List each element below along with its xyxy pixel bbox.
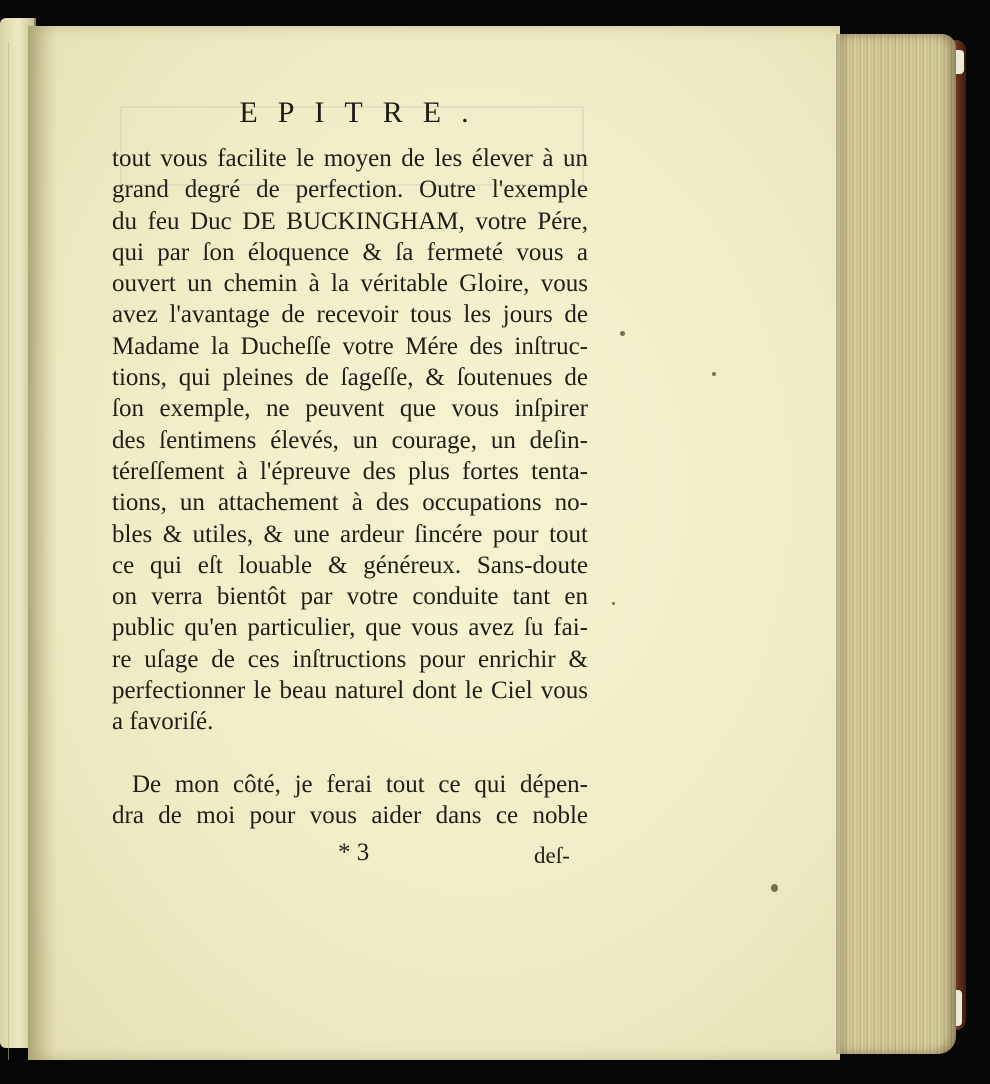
text-line: re uſage de ces inſtructions pour enrichir & <box>112 645 588 673</box>
text-line: public qu'en particulier, que vous avez ſu fai- <box>112 614 588 642</box>
text-line: du feu Duc DE BUCKINGHAM, votre Pére, <box>112 207 588 235</box>
text-line: qui par ſon éloquence & ſa fermeté vous a <box>112 238 588 266</box>
fore-edge-shadow <box>836 34 850 1054</box>
text-line: a favoriſé. <box>112 708 214 736</box>
gutter-shadow <box>28 26 58 1060</box>
body-text <box>112 143 588 831</box>
text-line: De mon côté, je ferai tout ce qui dépen- <box>132 770 588 798</box>
text-line: bles & utiles, & une ardeur ſincére pour tout <box>112 520 588 548</box>
foxing-spot <box>771 884 778 892</box>
catchword: deſ- <box>534 843 570 868</box>
page-block-fore-edge <box>836 34 956 1054</box>
paragraph-gap <box>112 738 588 769</box>
signature-mark: * 3 <box>338 839 370 866</box>
text-line: tout vous facilite le moyen de les élever à un <box>112 145 588 172</box>
foxing-spot <box>712 372 716 376</box>
text-line: ce qui eſt louable & généreux. Sans-doute <box>112 551 588 579</box>
text-line: téreſſement à l'épreuve des plus fortes tenta- <box>112 457 588 485</box>
text-line: ouvert un chemin à la véritable Gloire, vous <box>112 270 588 298</box>
facing-page-fold <box>8 42 23 1060</box>
text-line: on verra bientôt par votre conduite tant en <box>112 583 588 611</box>
text-line: tions, qui pleines de ſageſſe, & ſoutenues de <box>112 364 588 392</box>
book-page <box>28 26 840 1060</box>
text-line: perfectionner le beau naturel dont le Ciel vous <box>112 677 588 705</box>
running-head: EPITRE. <box>239 96 489 129</box>
text-line: dra de moi pour vous aider dans ce noble <box>112 801 588 829</box>
foxing-spot <box>620 331 625 336</box>
text-line: des ſentimens élevés, un courage, un deſin- <box>112 426 588 454</box>
text-line: avez l'avantage de recevoir tous les jours de <box>112 301 588 329</box>
text-line: ſon exemple, ne peuvent que vous inſpirer <box>112 395 588 423</box>
text-line: tions, un attachement à des occupations no- <box>112 489 588 517</box>
text-line: grand degré de perfection. Outre l'exemple <box>112 176 588 204</box>
foxing-spot <box>612 602 615 605</box>
text-line: Madame la Ducheſſe votre Mére des inſtruc- <box>112 332 588 360</box>
